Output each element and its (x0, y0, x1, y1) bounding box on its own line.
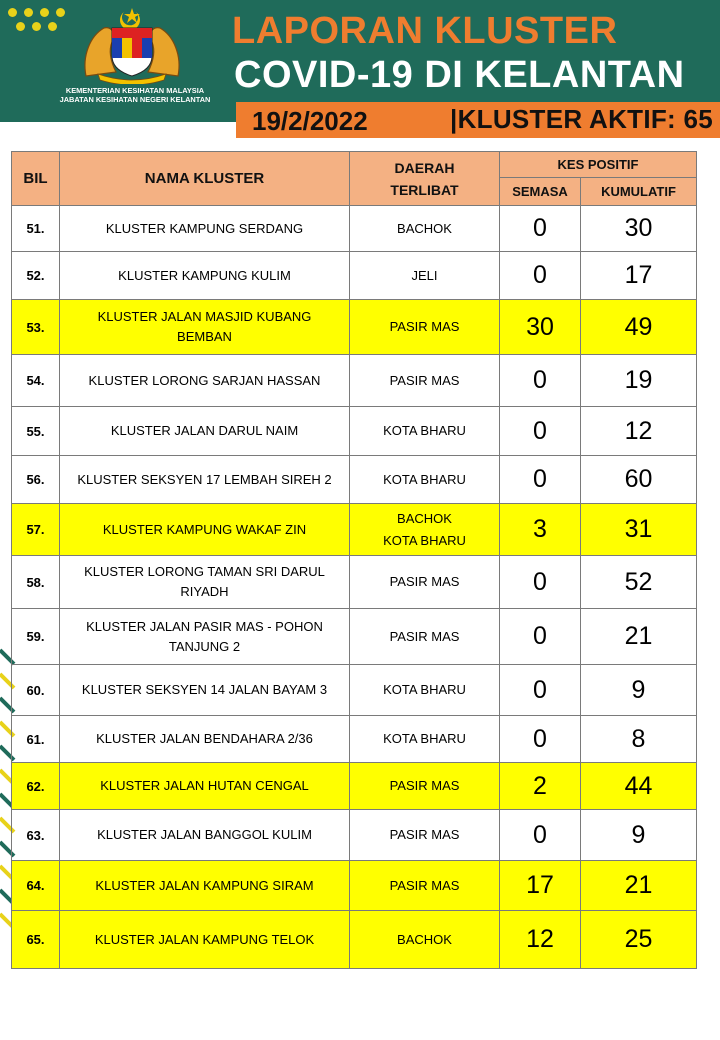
cell-daerah (350, 556, 500, 609)
cell-nama-kluster (60, 911, 350, 969)
report-date: 19/2/2022 (252, 106, 368, 136)
nama-line-1: KLUSTER JALAN BANGGOL KULIM (97, 827, 312, 842)
cell-daerah (350, 810, 500, 861)
cell-bil: 56. (12, 456, 60, 504)
table-row (12, 763, 697, 810)
table-row (12, 407, 697, 456)
cell-bil: 57. (12, 504, 60, 556)
daerah-line-1: PASIR MAS (389, 628, 460, 644)
cell-bil: 63. (12, 810, 60, 861)
cell-kumulatif: 17 (581, 252, 697, 300)
cell-nama-kluster (60, 300, 350, 355)
cell-semasa: 12 (500, 911, 581, 969)
table-row (12, 556, 697, 609)
daerah-line-1: PASIR MAS (389, 827, 460, 842)
nama-line-1: KLUSTER KAMPUNG SERDANG (105, 220, 304, 236)
cell-nama-kluster (60, 665, 350, 716)
table-row (12, 456, 697, 504)
cell-nama-kluster (60, 810, 350, 861)
cell-bil: 60. (12, 665, 60, 716)
cell-bil: 61. (12, 716, 60, 763)
cell-semasa: 0 (500, 407, 581, 456)
cell-kumulatif: 21 (581, 861, 697, 911)
cell-bil: 64. (12, 861, 60, 911)
cell-bil: 65. (12, 911, 60, 969)
daerah-line-1: BACHOK (397, 220, 452, 236)
cell-kumulatif: 12 (581, 407, 697, 456)
cell-bil: 52. (12, 252, 60, 300)
daerah-line-2: KOTA BHARU (383, 532, 466, 548)
table-row (12, 716, 697, 763)
cell-nama-kluster (60, 763, 350, 810)
nama-line-2: BEMBAN (177, 329, 232, 344)
cell-kumulatif: 25 (581, 911, 697, 969)
nama-line-1: KLUSTER JALAN BENDAHARA 2/36 (96, 731, 313, 746)
nama-line-1: KLUSTER JALAN PASIR MAS - POHON (86, 618, 323, 634)
cell-kumulatif: 9 (581, 810, 697, 861)
cell-daerah (350, 300, 500, 355)
cell-nama-kluster (60, 252, 350, 300)
table-row (12, 911, 697, 969)
cell-daerah (350, 355, 500, 407)
cell-daerah (350, 665, 500, 716)
daerah-line-1: PASIR MAS (389, 574, 460, 589)
cell-semasa: 17 (500, 861, 581, 911)
cell-kumulatif: 9 (581, 665, 697, 716)
cell-bil: 59. (12, 609, 60, 665)
nama-line-1: KLUSTER KAMPUNG WAKAF ZIN (102, 521, 307, 537)
cell-semasa: 0 (500, 206, 581, 252)
nama-line-2: RIYADH (180, 584, 229, 599)
daerah-line-1: BACHOK (397, 510, 452, 526)
cell-kumulatif: 19 (581, 355, 697, 407)
nama-line-2: TANJUNG 2 (168, 638, 241, 654)
cell-daerah (350, 456, 500, 504)
cell-semasa: 0 (500, 716, 581, 763)
cell-nama-kluster (60, 556, 350, 609)
report-title-line-2: COVID-19 DI KELANTAN (234, 54, 685, 96)
cell-daerah (350, 716, 500, 763)
cell-semasa: 2 (500, 763, 581, 810)
cell-kumulatif: 8 (581, 716, 697, 763)
nama-line-1: KLUSTER LORONG TAMAN SRI DARUL (84, 564, 325, 579)
cell-daerah (350, 861, 500, 911)
header-daerah-terlibat (350, 152, 500, 206)
nama-line-1: KLUSTER SEKSYEN 14 JALAN BAYAM 3 (81, 682, 328, 697)
nama-line-1: KLUSTER KAMPUNG KULIM (118, 267, 291, 283)
daerah-line-1: KOTA BHARU (383, 682, 466, 697)
malaysia-coat-of-arms-icon (72, 6, 192, 84)
cell-semasa: 0 (500, 252, 581, 300)
table-row (12, 665, 697, 716)
cell-nama-kluster (60, 609, 350, 665)
cell-kumulatif: 31 (581, 504, 697, 556)
cell-kumulatif: 49 (581, 300, 697, 355)
daerah-line-1: PASIR MAS (389, 319, 460, 334)
table-row (12, 861, 697, 911)
cell-daerah (350, 206, 500, 252)
table-row (12, 355, 697, 407)
header-daerah-line-2: TERLIBAT (390, 181, 459, 198)
header-nama-kluster: NAMA KLUSTER (60, 152, 350, 206)
table-row (12, 609, 697, 665)
daerah-line-1: KOTA BHARU (383, 423, 466, 438)
decorative-dots (0, 0, 70, 40)
nama-line-1: KLUSTER JALAN DARUL NAIM (110, 423, 299, 438)
ministry-line-2: JABATAN KESIHATAN NEGERI KELANTAN (59, 95, 211, 104)
daerah-line-1: PASIR MAS (389, 372, 460, 388)
cell-nama-kluster (60, 206, 350, 252)
cell-nama-kluster (60, 504, 350, 556)
cell-kumulatif: 60 (581, 456, 697, 504)
cell-semasa: 0 (500, 456, 581, 504)
cell-bil: 58. (12, 556, 60, 609)
cell-kumulatif: 21 (581, 609, 697, 665)
daerah-line-1: PASIR MAS (389, 877, 460, 893)
active-cluster-count: |KLUSTER AKTIF: 65 (450, 104, 714, 134)
cell-semasa: 0 (500, 810, 581, 861)
header-daerah-line-1: DAERAH (394, 159, 455, 176)
cell-nama-kluster (60, 716, 350, 763)
header-kes-positif: KES POSITIF (500, 152, 697, 178)
daerah-line-1: BACHOK (397, 931, 452, 947)
cell-daerah (350, 252, 500, 300)
cell-semasa: 30 (500, 300, 581, 355)
cell-daerah (350, 763, 500, 810)
table-row (12, 504, 697, 556)
daerah-line-1: PASIR MAS (389, 778, 460, 793)
cell-bil: 51. (12, 206, 60, 252)
header-kumulatif: KUMULATIF (581, 178, 697, 206)
nama-line-1: KLUSTER JALAN HUTAN CENGAL (100, 778, 309, 793)
table-row (12, 252, 697, 300)
report-title-line-1: LAPORAN KLUSTER (232, 10, 618, 52)
cell-daerah (350, 407, 500, 456)
cell-nama-kluster (60, 456, 350, 504)
header-semasa: SEMASA (500, 178, 581, 206)
cell-kumulatif: 30 (581, 206, 697, 252)
nama-line-1: KLUSTER SEKSYEN 17 LEMBAH SIREH 2 (77, 471, 332, 487)
cell-daerah (350, 609, 500, 665)
table-row (12, 300, 697, 355)
nama-line-1: KLUSTER JALAN KAMPUNG SIRAM (95, 877, 314, 893)
cell-semasa: 0 (500, 355, 581, 407)
cell-kumulatif: 52 (581, 556, 697, 609)
table-row (12, 206, 697, 252)
table-row (12, 810, 697, 861)
cell-daerah (350, 911, 500, 969)
cell-bil: 55. (12, 407, 60, 456)
daerah-line-1: KOTA BHARU (383, 731, 466, 746)
ministry-line-1: KEMENTERIAN KESIHATAN MALAYSIA (65, 86, 205, 95)
cell-semasa: 0 (500, 609, 581, 665)
daerah-line-1: JELI (411, 267, 438, 283)
cell-nama-kluster (60, 861, 350, 911)
nama-line-1: KLUSTER LORONG SARJAN HASSAN (88, 372, 321, 388)
cell-nama-kluster (60, 407, 350, 456)
cell-bil: 53. (12, 300, 60, 355)
cell-semasa: 0 (500, 665, 581, 716)
cell-kumulatif: 44 (581, 763, 697, 810)
cluster-table (11, 151, 697, 969)
cell-semasa: 0 (500, 556, 581, 609)
cell-bil: 54. (12, 355, 60, 407)
nama-line-1: KLUSTER JALAN KAMPUNG TELOK (94, 931, 315, 947)
nama-line-1: KLUSTER JALAN MASJID KUBANG (97, 309, 312, 324)
daerah-line-1: KOTA BHARU (383, 471, 466, 487)
cell-bil: 62. (12, 763, 60, 810)
cell-daerah (350, 504, 500, 556)
cell-nama-kluster (60, 355, 350, 407)
ministry-name (40, 86, 230, 104)
cell-semasa: 3 (500, 504, 581, 556)
header-bil: BIL (12, 152, 60, 206)
